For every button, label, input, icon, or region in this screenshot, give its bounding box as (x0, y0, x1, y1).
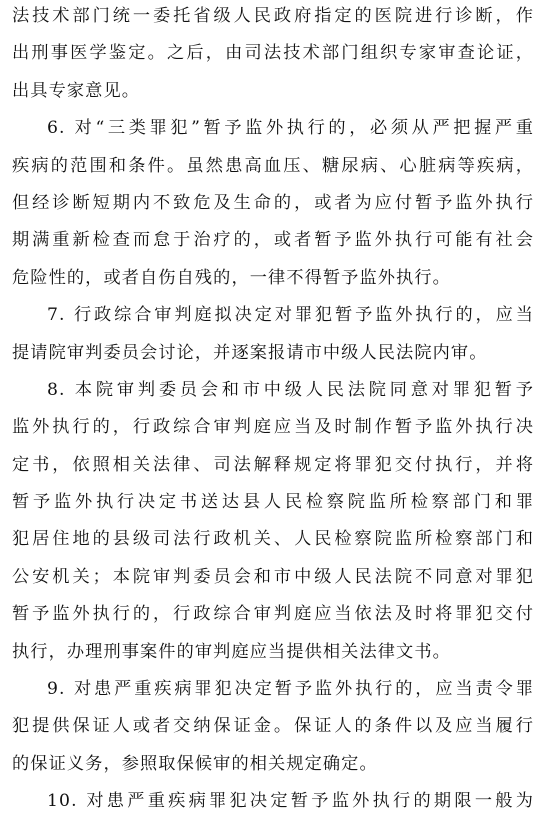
text-line: 法技术部门统一委托省级人民政府指定的医院进行诊断，作 (12, 6, 534, 26)
text-line: 公安机关；本院审判委员会和市中级人民法院不同意对罪犯 (12, 566, 534, 587)
text-line: 危险性的，或者自伤自残的，一律不得暂予监外执行。 (12, 267, 451, 288)
text-line: 期满重新检查而怠于治疗的，或者暂予监外执行可能有社会 (12, 230, 534, 251)
text-line: 10. 对患严重疾病罪犯决定暂予监外执行的期限一般为 (47, 791, 534, 812)
document-body (12, 0, 534, 821)
text-line: 6. 对“三类罪犯”暂予监外执行的，必须从严把握严重 (47, 118, 534, 139)
text-line: 但经诊断短期内不致危及生命的，或者为应付暂予监外执行 (12, 192, 534, 213)
text-line: 7. 行政综合审判庭拟决定对罪犯暂予监外执行的，应当 (47, 305, 534, 326)
text-line: 执行，办理刑事案件的审判庭应当提供相关法律文书。 (12, 641, 451, 662)
text-line: 监外执行的，行政综合审判庭应当及时制作暂予监外执行决 (12, 417, 534, 438)
text-line: 提请院审判委员会讨论，并逐案报请市中级人民法院内审。 (12, 342, 488, 363)
text-line: 9. 对患严重疾病罪犯决定暂予监外执行的，应当责令罪 (47, 679, 534, 700)
text-line: 犯居住地的县级司法行政机关、人民检察院监所检察部门和 (12, 529, 534, 550)
text-line: 暂予监外执行决定书送达县人民检察院监所检察部门和罪 (12, 492, 534, 513)
text-line: 的保证义务，参照取保候审的相关规定确定。 (12, 753, 378, 774)
text-line: 出刑事医学鉴定。之后，由司法技术部门组织专家审查论证， (12, 43, 534, 64)
text-line: 犯提供保证人或者交纳保证金。保证人的条件以及应当履行 (12, 716, 534, 737)
text-line: 暂予监外执行的，行政综合审判庭应当依法及时将罪犯交付 (12, 604, 534, 625)
text-line: 出具专家意见。 (12, 80, 141, 101)
text-line: 疾病的范围和条件。虽然患高血压、糖尿病、心脏病等疾病， (12, 155, 534, 176)
text-line: 定书，依照相关法律、司法解释规定将罪犯交付执行，并将 (12, 454, 534, 475)
text-line: 8. 本院审判委员会和市中级人民法院同意对罪犯暂予 (47, 379, 534, 400)
